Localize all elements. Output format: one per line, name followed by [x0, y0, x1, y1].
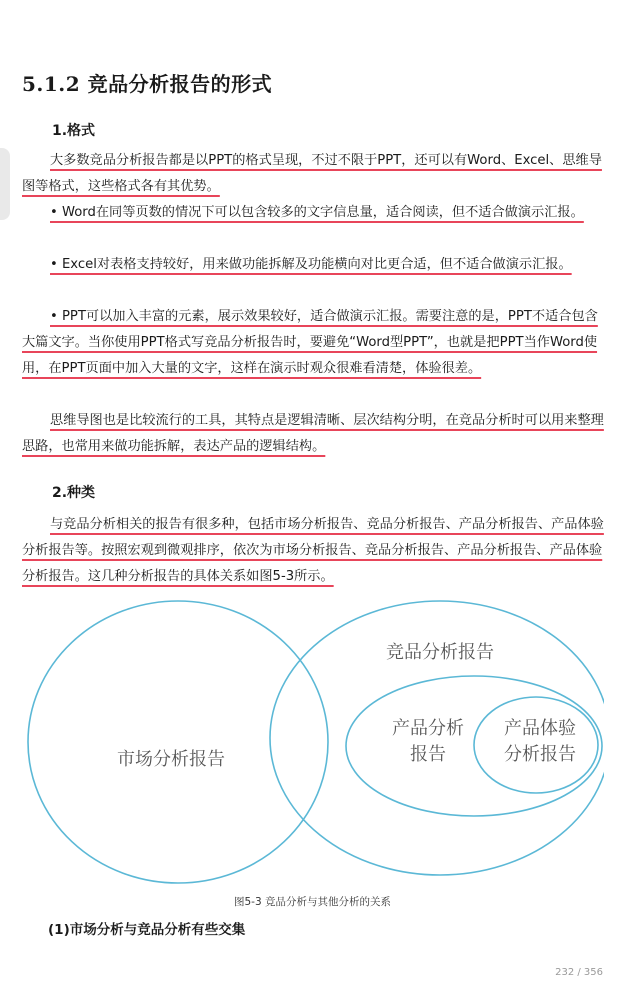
subheading-market-overlap: (1)市场分析与竞品分析有些交集	[48, 922, 246, 938]
paragraph-word-text: • Word在同等页数的情况下可以包含较多的文字信息量，适合阅读，但不适合做演示汇报。	[50, 205, 584, 220]
product-label-line1: 产品分析	[392, 718, 464, 739]
paragraph-types-text: 与竞品分析相关的报告有很多种，包括市场分析报告、竞品分析报告、产品分析报告、产品体验分析报告等。按照宏观到微观排序，依次为市场分析报告、竞品分析报告、产品分析报告、产品体验分析报告。这几种分析报告的具体关系如图5-3所示。	[22, 517, 604, 584]
paragraph-excel	[22, 252, 604, 278]
heading-format: 1.格式	[52, 123, 96, 139]
paragraph-formats-text: 大多数竞品分析报告都是以PPT的格式呈现，不过不限于PPT，还可以有Word、Excel、思维导图等格式，这些格式各有其优势。	[22, 153, 602, 194]
competitor-label: 竞品分析报告	[386, 642, 494, 663]
product-label-line2: 报告	[410, 744, 446, 765]
figure-caption: 图5-3 竞品分析与其他分析的关系	[234, 896, 391, 908]
paragraph-excel-text: • Excel对表格支持较好，用来做功能拆解及功能横向对比更合适，但不适合做演示汇报。	[50, 257, 572, 272]
paragraph-mindmap-text: 思维导图也是比较流行的工具，其特点是逻辑清晰、层次结构分明，在竞品分析时可以用来整理思路，也常用来做功能拆解，表达产品的逻辑结构。	[22, 413, 604, 454]
paragraph-types	[22, 512, 604, 590]
section-title: 5.1.2 竞品分析报告的形式	[22, 72, 273, 96]
heading-types: 2.种类	[52, 485, 96, 501]
paragraph-word	[22, 200, 604, 226]
paragraph-mindmap	[22, 408, 604, 460]
market-label: 市场分析报告	[117, 749, 225, 770]
paragraph-ppt	[22, 304, 604, 382]
paragraph-ppt-text: • PPT可以加入丰富的元素，展示效果较好，适合做演示汇报。需要注意的是，PPT不适合包含大篇文字。当你使用PPT格式写竞品分析报告时，要避免“Word型PPT”，也就是把PPT当作Word使用，在PPT页面中加入大量的文字，这样在演示时观众很难看清楚，体验很差。	[22, 309, 598, 376]
market-circle	[28, 601, 328, 883]
experience-label-line1: 产品体验	[504, 718, 576, 739]
experience-label-line2: 分析报告	[504, 744, 576, 765]
venn-diagram	[22, 596, 604, 892]
page-indicator: 232 / 356	[555, 967, 603, 978]
paragraph-formats	[22, 148, 604, 200]
